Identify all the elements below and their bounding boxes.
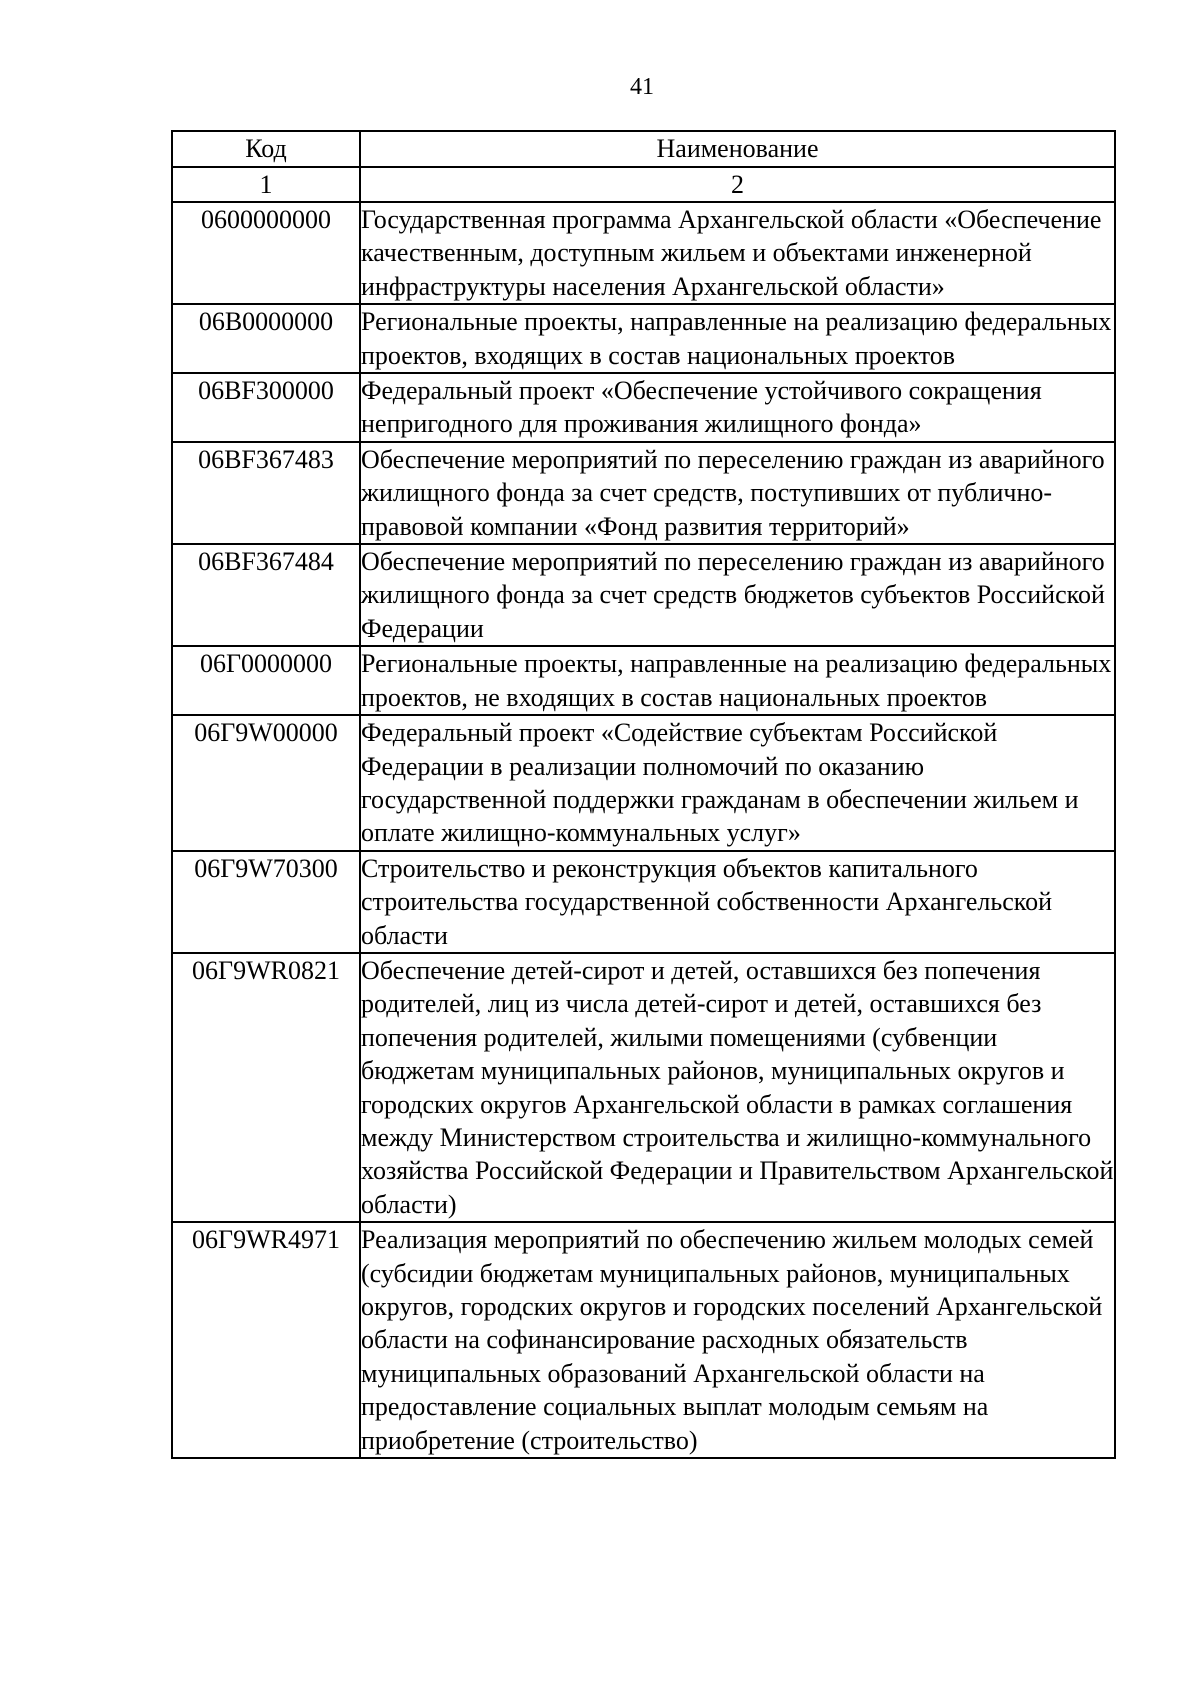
table-row — [172, 851, 1115, 953]
table-row — [172, 1222, 1115, 1458]
row-code: 06Г9WR0821 — [172, 953, 360, 1222]
row-code: 06BF300000 — [172, 373, 360, 442]
table-row — [172, 715, 1115, 851]
row-name: Реализация мероприятий по обеспечению жильем молодых семей (субсидии бюджетам муниципальных районов, муниципальных округов, городских округов и городских поселений Архангельской области на софинансирование расходных обязательств муниципальных образований Архангельской области на предоставление социальных выплат молодым семьям на приобретение (строительство) — [360, 1222, 1115, 1458]
row-name: Региональные проекты, направленные на реализацию федеральных проектов, входящих в состав национальных проектов — [360, 304, 1115, 373]
table-row — [172, 202, 1115, 304]
row-name: Региональные проекты, направленные на реализацию федеральных проектов, не входящих в состав национальных проектов — [360, 646, 1115, 715]
row-code: 06В0000000 — [172, 304, 360, 373]
table-row — [172, 544, 1115, 646]
row-name: Строительство и реконструкция объектов капитального строительства государственной собственности Архангельской области — [360, 851, 1115, 953]
row-name: Обеспечение мероприятий по переселению граждан из аварийного жилищного фонда за счет средств бюджетов субъектов Российской Федерации — [360, 544, 1115, 646]
row-code: 06Г9W00000 — [172, 715, 360, 851]
row-name: Федеральный проект «Содействие субъектам Российской Федерации в реализации полномочий по оказанию государственной поддержки гражданам в обеспечении жильем и оплате жилищно-коммунальных услуг» — [360, 715, 1115, 851]
row-name: Государственная программа Архангельской области «Обеспечение качественным, доступным жильем и объектами инженерной инфраструктуры населения Архангельской области» — [360, 202, 1115, 304]
header-code: Код — [172, 131, 360, 167]
row-name: Обеспечение детей-сирот и детей, оставшихся без попечения родителей, лиц из числа детей-сирот и детей, оставшихся без попечения родителей, жилыми помещениями (субвенции бюджетам муниципальных районов, муниципальных округов и городских округов Архангельской области в рамках соглашения между Министерством строительства и жилищно-коммунального хозяйства Российской Федерации и Правительством Архангельской области) — [360, 953, 1115, 1222]
row-code: 06Г9WR4971 — [172, 1222, 360, 1458]
column-number-row — [172, 167, 1115, 202]
row-code: 0600000000 — [172, 202, 360, 304]
table-row — [172, 304, 1115, 373]
header-row — [172, 131, 1115, 167]
table-row — [172, 442, 1115, 544]
table-row — [172, 373, 1115, 442]
table-row — [172, 646, 1115, 715]
table-row — [172, 953, 1115, 1222]
row-name: Федеральный проект «Обеспечение устойчивого сокращения непригодного для проживания жилищного фонда» — [360, 373, 1115, 442]
row-code: 06Г9W70300 — [172, 851, 360, 953]
header-name: Наименование — [360, 131, 1115, 167]
row-name: Обеспечение мероприятий по переселению граждан из аварийного жилищного фонда за счет средств, поступивших от публично-правовой компании «Фонд развития территорий» — [360, 442, 1115, 544]
page-number: 41 — [630, 74, 654, 100]
row-code: 06Г0000000 — [172, 646, 360, 715]
row-code: 06BF367484 — [172, 544, 360, 646]
column-number-1: 1 — [172, 167, 360, 202]
column-number-2: 2 — [360, 167, 1115, 202]
row-code: 06BF367483 — [172, 442, 360, 544]
budget-codes-table — [171, 130, 1116, 1459]
